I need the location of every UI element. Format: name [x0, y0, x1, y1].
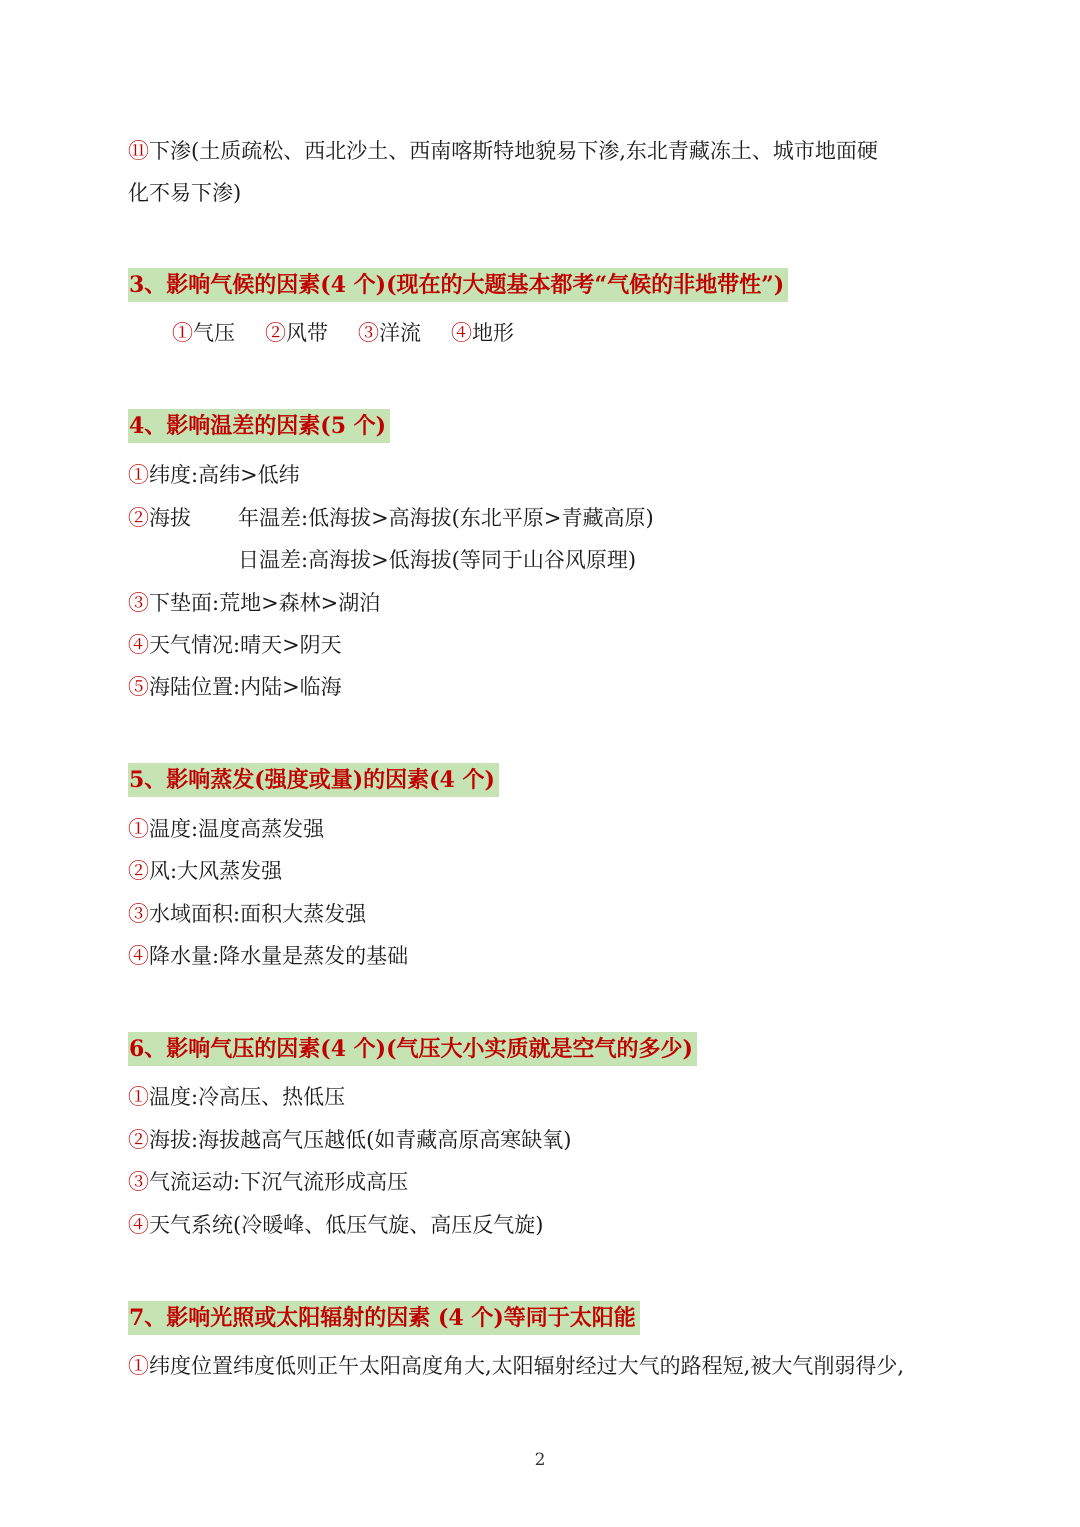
item-number: ③ [128, 1170, 149, 1194]
item-text: 气流运动:下沉气流形成高压 [149, 1170, 409, 1194]
item-text: 纬度位置纬度低则正午太阳高度角大,太阳辐射经过大气的路程短,被大气削弱得少, [149, 1354, 905, 1378]
item-text: 气压 [193, 321, 235, 345]
item-number: ⑪ [128, 139, 149, 163]
list-item [128, 1125, 571, 1155]
item-number: ③ [128, 902, 149, 926]
item-text: 水域面积:面积大蒸发强 [149, 902, 367, 926]
item-number: ④ [451, 321, 472, 345]
item-number: ① [128, 1085, 149, 1109]
list-item-continuation [238, 545, 636, 575]
item-text: 温度:冷高压、热低压 [149, 1085, 346, 1109]
list-item [128, 814, 324, 844]
list-item [128, 460, 300, 490]
item-text: 海陆位置:内陆>临海 [149, 675, 342, 699]
section-heading-7: 7、影响光照或太阳辐射的因素 (4 个)等同于太阳能 [128, 1301, 640, 1335]
item-text: 海拔:海拔越高气压越低(如青藏高原高寒缺氧) [149, 1128, 572, 1152]
item-text: 降水量:降水量是蒸发的基础 [149, 944, 409, 968]
item-number: ④ [128, 633, 149, 657]
item-number: ① [128, 463, 149, 487]
item-number: ① [128, 817, 149, 841]
section-heading-4: 4、影响温差的因素(5 个) [128, 409, 390, 443]
factor-item [358, 318, 421, 348]
item-text: 纬度:高纬>低纬 [149, 463, 300, 487]
item-text: 日温差:高海拔>低海拔(等同于山谷风原理) [238, 548, 637, 572]
page-number: 2 [534, 1450, 546, 1470]
item-text: 天气情况:晴天>阴天 [149, 633, 342, 657]
item-number: ② [128, 506, 149, 530]
section-heading-3: 3、影响气候的因素(4 个)(现在的大题基本都考“气候的非地带性”) [128, 268, 788, 302]
item-text: 地形 [472, 321, 514, 345]
item-number: ② [128, 859, 149, 883]
item-number: ④ [128, 944, 149, 968]
list-item [128, 1351, 904, 1381]
item-text: 天气系统(冷暖峰、低压气旋、高压反气旋) [149, 1213, 544, 1237]
list-item [128, 1167, 408, 1197]
item-number: ① [128, 1354, 149, 1378]
factor-item [172, 318, 235, 348]
list-item [128, 672, 342, 702]
list-item [128, 856, 282, 886]
list-item [128, 503, 654, 533]
list-item [128, 1082, 345, 1112]
section-heading-6: 6、影响气压的因素(4 个)(气压大小实质就是空气的多少) [128, 1032, 697, 1066]
item-number: ⑤ [128, 675, 149, 699]
item-text: 化不易下渗) [128, 181, 242, 205]
item-text: 下垫面:荒地>森林>湖泊 [149, 591, 381, 615]
item-number: ② [128, 1128, 149, 1152]
item-text: 洋流 [379, 321, 421, 345]
item-text: 风带 [286, 321, 328, 345]
factor-list [172, 318, 544, 348]
item-text: 风:大风蒸发强 [149, 859, 283, 883]
factor-item [265, 318, 328, 348]
list-item [128, 1210, 543, 1240]
item-text: 年温差:低海拔>高海拔(东北平原>青藏高原) [238, 506, 654, 530]
item-number: ① [172, 321, 193, 345]
item-text: 温度:温度高蒸发强 [149, 817, 325, 841]
item-number: ③ [128, 591, 149, 615]
list-item [128, 899, 366, 929]
item-label: 海拔 [149, 506, 191, 530]
text-line [128, 136, 878, 166]
list-item [128, 588, 380, 618]
section-heading-5: 5、影响蒸发(强度或量)的因素(4 个) [128, 763, 499, 797]
list-item [128, 941, 408, 971]
item-number: ② [265, 321, 286, 345]
item-text: 下渗(土质疏松、西北沙土、西南喀斯特地貌易下渗,东北青藏冻土、城市地面硬 [149, 139, 878, 163]
item-number: ③ [358, 321, 379, 345]
factor-item [451, 318, 514, 348]
list-item [128, 630, 342, 660]
item-number: ④ [128, 1213, 149, 1237]
text-line [128, 178, 241, 208]
